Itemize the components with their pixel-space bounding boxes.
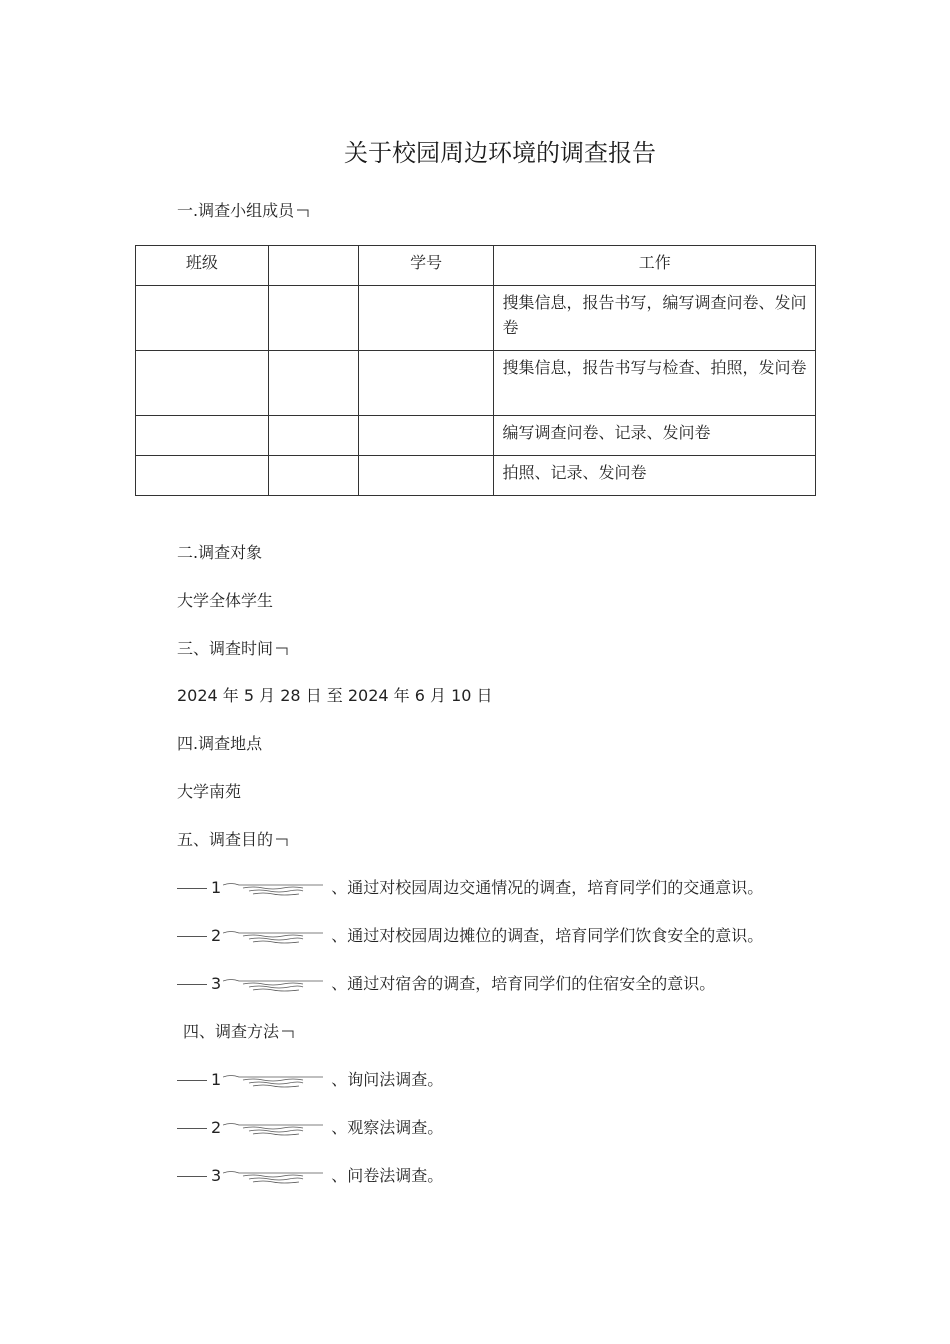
squiggle-underline-icon bbox=[223, 978, 329, 992]
members-table bbox=[135, 245, 816, 496]
table-row bbox=[136, 456, 816, 496]
paragraph-mark-icon bbox=[275, 646, 289, 656]
section-heading-text: 五、调查目的 bbox=[177, 830, 274, 849]
list-item-text: 、观察法调查。 bbox=[331, 1118, 444, 1137]
list-item-text: 、通过对校园周边摊位的调查，培育同学们饮食安全的意识。 bbox=[331, 926, 764, 945]
section-heading-text: 一.调查小组成员 bbox=[177, 201, 295, 220]
section-heading-text: 三、调查时间 bbox=[177, 639, 274, 658]
list-item-number: 2 bbox=[211, 1118, 222, 1137]
list-item-number: 1 bbox=[211, 1070, 222, 1089]
table-header-cell: 班级 bbox=[136, 246, 269, 286]
table-header-cell bbox=[268, 246, 358, 286]
list-item-number: 1 bbox=[211, 878, 222, 897]
squiggle-underline-icon bbox=[223, 1122, 329, 1136]
table-cell: 搜集信息，报告书写与检查、拍照，发问卷 bbox=[494, 351, 816, 416]
list-item bbox=[177, 878, 763, 898]
squiggle-underline-icon bbox=[223, 1074, 329, 1088]
table-cell bbox=[268, 456, 358, 496]
squiggle-underline-icon bbox=[223, 930, 329, 944]
leader-dash bbox=[177, 936, 207, 937]
list-item bbox=[177, 974, 715, 994]
table-cell bbox=[136, 286, 269, 351]
list-item-text: 、询问法调查。 bbox=[331, 1070, 444, 1089]
table-cell: 搜集信息，报告书写，编写调查问卷、发问卷 bbox=[494, 286, 816, 351]
list-item-text: 、通过对宿舍的调查，培育同学们的住宿安全的意识。 bbox=[331, 974, 716, 993]
table-cell: 编写调查问卷、记录、发问卷 bbox=[494, 416, 816, 456]
list-item bbox=[177, 1118, 443, 1138]
leader-dash bbox=[177, 1128, 207, 1129]
table-cell bbox=[358, 456, 494, 496]
paragraph-mark-icon bbox=[296, 208, 310, 218]
table-cell bbox=[358, 351, 494, 416]
paragraph-mark-icon bbox=[275, 837, 289, 847]
table-cell: 拍照、记录、发问卷 bbox=[494, 456, 816, 496]
list-item-number: 3 bbox=[211, 974, 222, 993]
leader-dash bbox=[177, 984, 207, 985]
table-cell bbox=[268, 416, 358, 456]
table-header-cell: 工作 bbox=[494, 246, 816, 286]
table-cell bbox=[136, 351, 269, 416]
leader-dash bbox=[177, 1080, 207, 1081]
section-heading-subjects: 二.调查对象 bbox=[177, 543, 263, 562]
table-cell bbox=[136, 416, 269, 456]
section-content-time: 2024 年 5 月 28 日 至 2024 年 6 月 10 日 bbox=[177, 686, 493, 705]
list-item-text: 、通过对校园周边交通情况的调查，培育同学们的交通意识。 bbox=[331, 878, 764, 897]
section-heading-methods bbox=[183, 1022, 295, 1042]
section-heading-members bbox=[177, 201, 310, 221]
leader-dash bbox=[177, 1176, 207, 1177]
squiggle-underline-icon bbox=[223, 882, 329, 896]
section-heading-location: 四.调查地点 bbox=[177, 734, 263, 753]
table-cell bbox=[268, 351, 358, 416]
table-cell bbox=[358, 286, 494, 351]
section-heading-purpose bbox=[177, 830, 289, 850]
document-title: 关于校园周边环境的调查报告 bbox=[344, 139, 656, 167]
list-item-number: 3 bbox=[211, 1166, 222, 1185]
table-cell bbox=[358, 416, 494, 456]
table-cell bbox=[136, 456, 269, 496]
table-row bbox=[136, 351, 816, 416]
section-content-location: 大学南苑 bbox=[177, 782, 242, 801]
list-item bbox=[177, 1166, 443, 1186]
leader-dash bbox=[177, 888, 207, 889]
table-header-row bbox=[136, 246, 816, 286]
table-cell bbox=[268, 286, 358, 351]
table-header-cell: 学号 bbox=[358, 246, 494, 286]
section-heading-text: 四、调查方法 bbox=[183, 1022, 280, 1041]
section-content-subjects: 大学全体学生 bbox=[177, 591, 274, 610]
list-item bbox=[177, 926, 763, 946]
squiggle-underline-icon bbox=[223, 1170, 329, 1184]
section-heading-time bbox=[177, 639, 289, 659]
list-item-number: 2 bbox=[211, 926, 222, 945]
table-row bbox=[136, 286, 816, 351]
paragraph-mark-icon bbox=[281, 1029, 295, 1039]
table-row bbox=[136, 416, 816, 456]
list-item-text: 、问卷法调查。 bbox=[331, 1166, 444, 1185]
list-item bbox=[177, 1070, 443, 1090]
